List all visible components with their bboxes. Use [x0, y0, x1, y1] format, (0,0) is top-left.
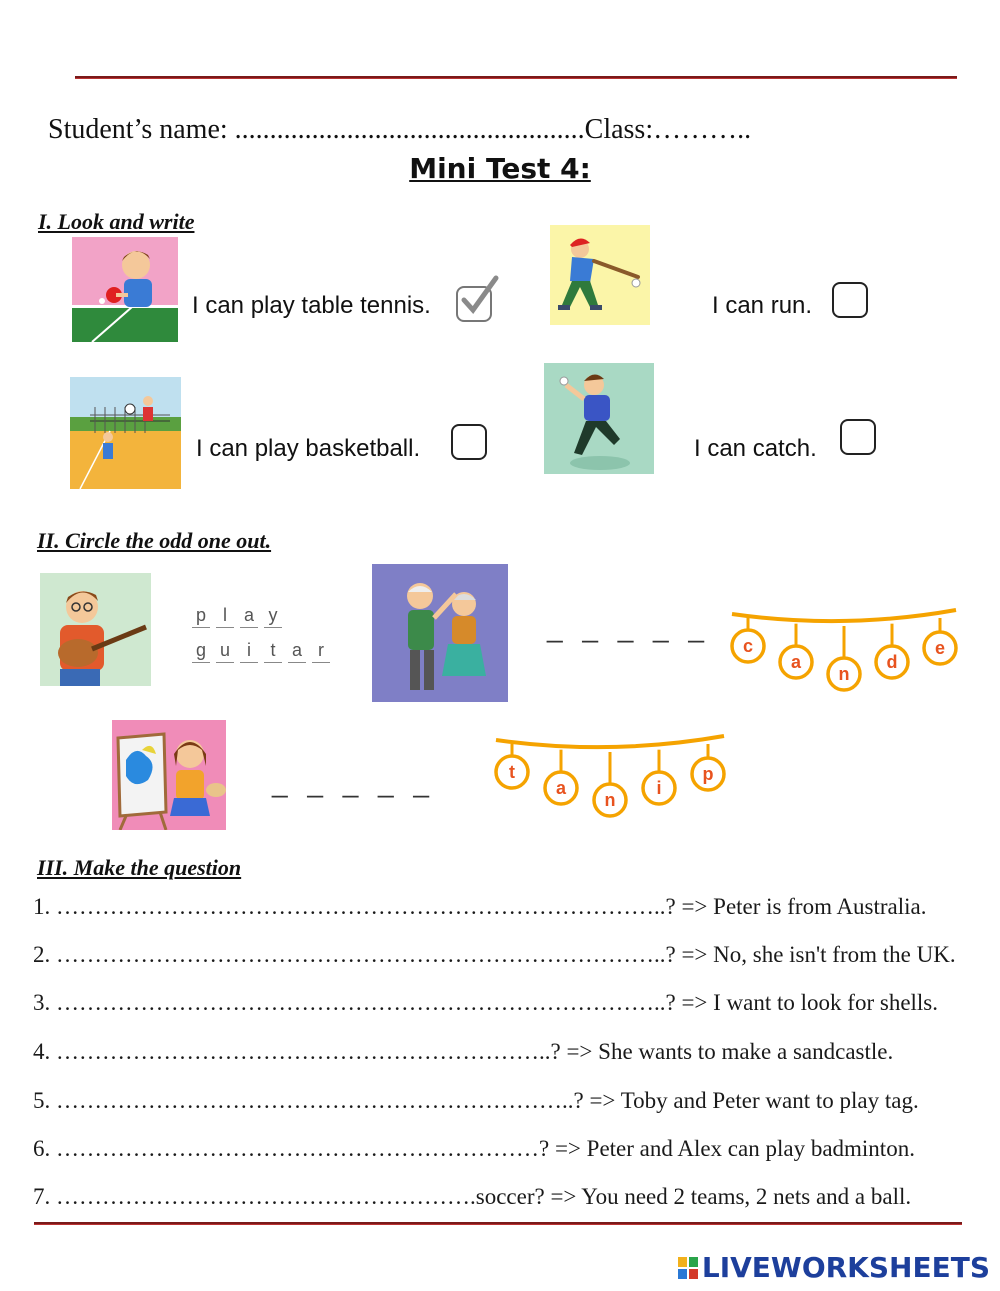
example-word-guitar — [192, 640, 336, 663]
boy-throwing-image — [544, 363, 654, 474]
volleyball-court-image — [70, 377, 181, 489]
logo-text: LIVEWORKSHEETS — [701, 1251, 990, 1284]
sentence-1: I can play table tennis. — [192, 292, 431, 319]
baseball-batting-image — [550, 225, 650, 325]
letter-garland-1 — [728, 600, 960, 710]
answer-blanks-1[interactable]: _ _ _ _ _ — [547, 612, 710, 643]
garland-letter: a — [790, 652, 802, 672]
checkmark-icon — [456, 274, 502, 316]
checkbox-1[interactable] — [456, 286, 492, 322]
question-line-2[interactable]: 2. ……………………………………………………………………..? => No, she isn't from the UK. — [33, 942, 956, 967]
example-word-play — [192, 605, 288, 628]
girl-painting-image — [112, 720, 226, 830]
page-title — [0, 152, 1000, 185]
student-name-class-line: Student’s name: ..................................................Class:……….. — [48, 114, 752, 145]
section-3-heading: III. Make the question — [37, 855, 242, 880]
garland-letter: c — [742, 636, 754, 656]
example-letter: i — [240, 640, 258, 663]
garland-rope — [732, 610, 956, 621]
sentence-2: I can run. — [712, 292, 813, 319]
answer-blanks-2[interactable]: _ _ _ _ _ — [272, 767, 435, 798]
section-1-heading: I. Look and write — [38, 209, 195, 234]
garland-letter: a — [555, 778, 567, 798]
example-letter: t — [264, 640, 282, 663]
garland-rope — [496, 736, 724, 747]
dancing-couple-image — [372, 564, 508, 702]
example-letter: y — [264, 605, 282, 628]
question-line-7[interactable]: 7. ……………………………………………….soccer? => You need 2 teams, 2 nets and a ball. — [33, 1184, 912, 1209]
checkbox-2[interactable] — [832, 282, 868, 318]
garland-letter: d — [886, 652, 898, 672]
table-tennis-image — [72, 237, 178, 342]
garland-letter: n — [604, 790, 616, 810]
question-line-1[interactable]: 1. ……………………………………………………………………..? => Peter is from Australia. — [33, 894, 927, 919]
garland-letter: n — [838, 664, 850, 684]
sentence-4: I can catch. — [694, 435, 817, 462]
example-letter: g — [192, 640, 210, 663]
garland-letter: i — [656, 778, 662, 798]
question-line-5[interactable]: 5. …………………………………………………………..? => Toby and Peter want to play tag. — [33, 1088, 919, 1113]
garland-letter: e — [934, 638, 946, 658]
guitar-boy-image — [40, 573, 151, 686]
checkbox-4[interactable] — [840, 419, 876, 455]
example-letter: u — [216, 640, 234, 663]
checkbox-3[interactable] — [451, 424, 487, 460]
example-letter: a — [240, 605, 258, 628]
question-line-3[interactable]: 3. ……………………………………………………………………..? => I want to look for shells. — [33, 990, 939, 1015]
garland-letter: t — [509, 762, 515, 782]
example-letter: l — [216, 605, 234, 628]
question-line-6[interactable]: 6. ………………………………………………………? => Peter and Alex can play badminton. — [33, 1136, 915, 1161]
example-letter: p — [192, 605, 210, 628]
letter-garland-2 — [492, 726, 728, 836]
logo-grid-icon — [678, 1257, 698, 1279]
example-letter: a — [288, 640, 306, 663]
example-letter: r — [312, 640, 330, 663]
title-text: Mini Test 4: — [409, 152, 591, 185]
top-divider — [75, 76, 957, 79]
bottom-divider — [34, 1222, 962, 1225]
section-2-heading: II. Circle the odd one out. — [37, 528, 272, 553]
question-line-4[interactable]: 4. ………………………………………………………..? => She wants to make a sandcastle. — [33, 1039, 894, 1064]
sentence-3: I can play basketball. — [196, 435, 421, 462]
garland-letter: p — [702, 764, 714, 784]
liveworksheets-logo — [678, 1251, 990, 1284]
